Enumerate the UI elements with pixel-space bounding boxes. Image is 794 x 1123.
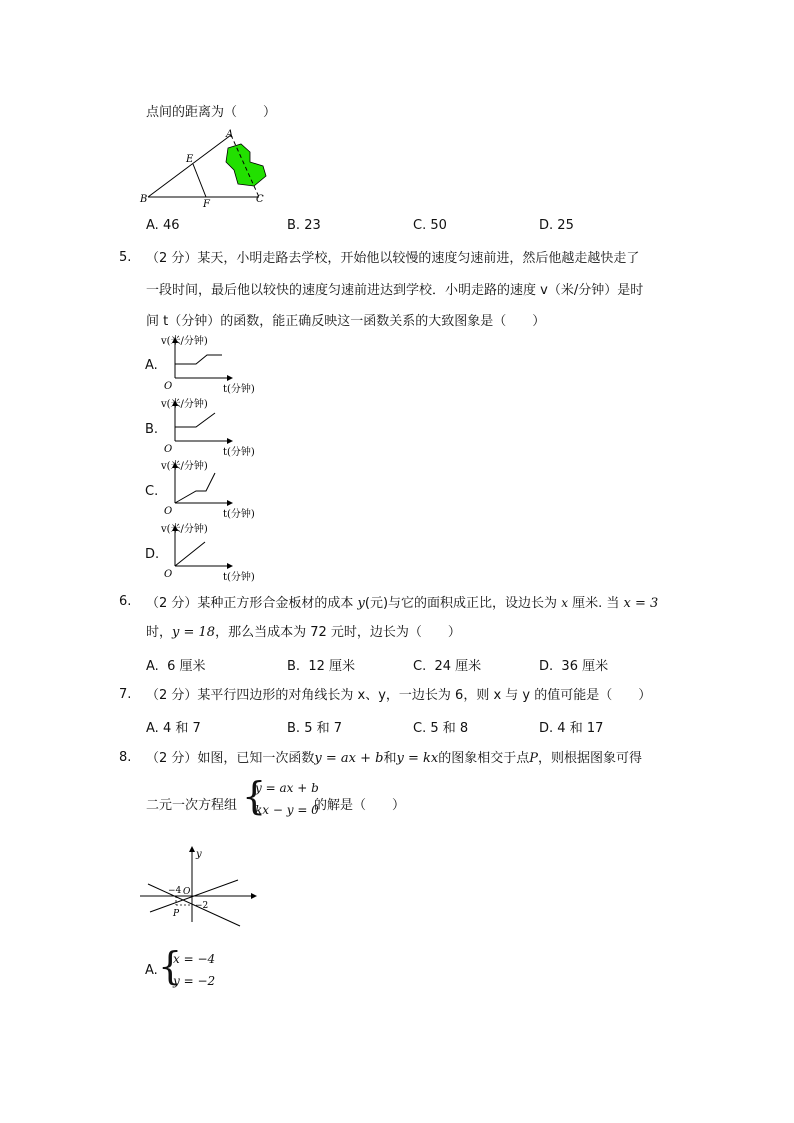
q5-graph-c[interactable] [160,459,260,521]
axis-x-label: t(分钟) [223,447,255,458]
option-letter: D. [539,659,554,674]
q5-graph-b[interactable] [160,397,260,459]
option-text: 36 厘米 [561,659,609,674]
q4-option-b[interactable] [287,218,321,233]
q5-graph-d[interactable] [160,522,260,584]
q4-option-c[interactable] [413,218,447,233]
q8-stem-line-1 [146,750,642,768]
q8-option-a-brace: { [158,944,183,988]
q6-stem-line-1 [146,594,658,613]
option-letter: D. [539,218,554,233]
q5-option-a-letter[interactable]: A. [145,358,158,373]
q8-label-y: y [196,849,202,860]
q6-stem-line-2 [146,624,461,642]
q8-text-part: ，则根据图象可得 [537,751,642,766]
option-text: 12 厘米 [308,659,356,674]
q8-label-o: O [183,887,191,897]
q4-side-ab [148,135,231,197]
option-text: 24 厘米 [434,659,482,674]
q8-system-eq-1: y = ax + b [255,781,319,795]
axis-y-label: v(米/分钟) [161,399,208,410]
origin-label: O [164,569,173,580]
option-text: 25 [557,218,574,233]
origin-label: O [164,444,173,455]
q7-option-c[interactable] [413,717,468,736]
q8-label-neg4: −4 [168,886,182,896]
q5-stem-line-2: 一段时间，最后他以较快的速度匀速前进达到学校．小明走路的速度 v（米/分钟）是时 [146,283,644,298]
q8-stem-line-2-end: 的解是（ ） [314,798,406,813]
origin-label: O [164,506,173,517]
q6-var-x: x [561,596,568,610]
q8-text-part: 的图象相交于点 [438,751,530,766]
option-letter: C. [413,721,427,736]
q4-option-a[interactable] [146,218,179,233]
q4-triangle-figure [138,126,278,208]
q4-label-c: C [256,194,264,205]
q7-stem: （2 分）某平行四边形的对角线长为 x、y，一边长为 6，则 x 与 y 的值可能是（ ） [146,688,652,703]
q5-stem-line-1: （2 分）某天，小明走路去学校，开始他以较慢的速度匀速前进，然后他越走越快走了 [146,251,640,266]
option-letter: A. [146,218,159,233]
option-letter: C. [413,218,427,233]
axis-y-label: v(米/分钟) [161,524,208,535]
q6-text-part: （2 分）某种正方形合金板材的成本 [146,596,358,611]
option-text: 5 和 8 [430,721,469,736]
axis-y-label: v(米/分钟) [161,336,208,347]
q6-var-y: y [357,596,365,611]
q7-option-d[interactable] [539,717,603,736]
option-text: 4 和 7 [162,721,201,736]
q7-option-a[interactable] [146,717,201,736]
q4-label-e: E [186,154,194,165]
q6-option-a[interactable] [146,655,205,674]
q5-graph-a[interactable] [160,334,260,396]
q8-point-p: P [529,751,538,766]
q5-number: 5. [119,250,132,265]
option-text: 23 [304,218,321,233]
q5-option-c-letter[interactable]: C. [145,484,159,499]
q8-stem-line-2-start: 二元一次方程组 [146,798,238,813]
q4-label-b: B [140,194,148,205]
axis-y-label: v(米/分钟) [161,461,208,472]
option-text: 46 [162,218,180,233]
q4-label-a: A [226,129,234,140]
q8-function-2: y = kx [396,751,439,766]
q6-option-b[interactable] [287,655,355,674]
q8-label-neg2: −2 [195,901,209,911]
option-letter: A. [146,721,159,736]
origin-label: O [164,381,173,392]
q8-label-p: P [173,909,180,919]
q8-system-brace: { [242,774,267,818]
q8-system-eq-2: kx − y = 0 [255,803,319,817]
q5-stem-line-3: 间 t（分钟）的函数，能正确反映这一函数关系的大致图象是（ ） [146,314,546,329]
q8-function-1: y = ax + b [314,751,384,766]
option-letter: A. [146,659,159,674]
axis-x-label: t(分钟) [223,572,255,583]
q6-text-part: 时， [146,625,173,640]
q5-option-d-letter[interactable]: D. [145,547,160,562]
q5-option-b-letter[interactable]: B. [145,422,159,437]
q4-segment-ef [193,164,206,197]
q8-text-part: （2 分）如图，已知一次函数 [146,751,315,766]
option-text: 50 [430,218,447,233]
q6-text-part: 厘米. 当 [567,596,624,611]
option-letter: B. [287,218,301,233]
q6-text-part: ，那么当成本为 72 元时，边长为（ ） [215,625,461,640]
axis-x-label: t(分钟) [223,384,255,395]
q4-green-shape [226,144,266,186]
axis-x-label: t(分钟) [223,509,255,520]
q6-equation-y: y = 18 [172,625,216,640]
q4-stem-continuation: 点间的距离为（ ） [146,105,277,120]
option-text: 4 和 17 [557,721,604,736]
q6-text-part: (元)与它的面积成正比，设边长为 [364,596,562,611]
q4-option-d[interactable] [539,218,574,233]
option-letter: B. [287,721,301,736]
option-letter: D. [539,721,554,736]
q8-text-part: 和 [383,751,397,766]
option-letter: C. [413,659,427,674]
option-letter: B. [287,659,301,674]
q8-graph [140,840,265,930]
option-text: 5 和 7 [304,721,343,736]
q8-option-a-line-1: x = −4 [173,952,216,966]
q8-option-a-letter[interactable]: A. [145,963,158,978]
q6-option-d[interactable] [539,655,608,674]
q6-number: 6. [119,594,132,609]
q7-option-b[interactable] [287,717,342,736]
q8-number: 8. [119,750,132,765]
option-text: 6 厘米 [167,659,206,674]
q6-equation-x: x = 3 [623,596,659,611]
q7-number: 7. [119,687,132,702]
q6-option-c[interactable] [413,655,481,674]
q8-line-ax-b [148,884,240,926]
q4-label-f: F [203,199,210,208]
q8-option-a-line-2: y = −2 [173,974,216,988]
